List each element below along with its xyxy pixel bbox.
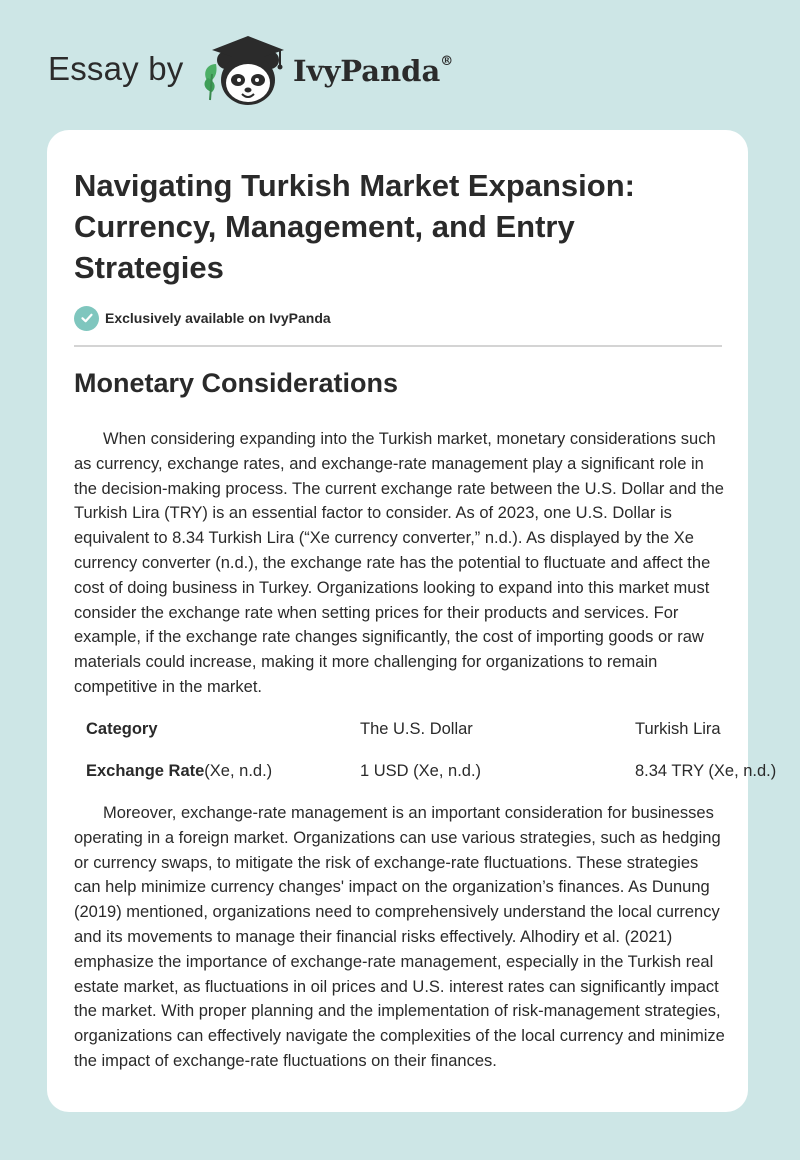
paragraph-2: Moreover, exchange-rate management is an important consideration for businesses operating in a foreign market. Organizations can use various strategies, such as hedging or currency swaps, to mitigate the risk of exchange-rate fluctuations. These strategies can help minimize currency changes' impact on the organization’s finances. As Dunung (2019) mentioned, organizations need to comprehensively understand the local currency and its movements to manage their financial risks effectively. Alhodiry et al. (2021) emphasize the importance of exchange-rate management, especially in the Turkish real estate market, as fluctuations in oil prices and U.S. interest rates can significantly impact the market. With proper planning and the implementation of risk-management strategies, organizations can effectively navigate the complexities of the local currency and minimize the impact of exchange-rate fluctuations on their finances.: [74, 804, 725, 1070]
brand-name-text: IvyPanda: [293, 54, 441, 88]
site-header: [0, 0, 800, 120]
essay-card: [47, 130, 777, 1112]
panda-graduate-logo-icon[interactable]: [196, 30, 292, 110]
exclusive-badge: [74, 305, 331, 331]
section-heading: Monetary Considerations: [74, 368, 399, 398]
table-header-usd: The U.S. Dollar: [360, 720, 473, 738]
table-cell-label: [86, 762, 272, 781]
title-divider: [74, 345, 722, 347]
exchange-rate-source: (Xe, n.d.): [204, 762, 273, 780]
table-row: [86, 762, 786, 786]
table-header-category: Category: [86, 720, 158, 738]
essay-by-label: Essay by: [48, 50, 184, 87]
exchange-rate-label: Exchange Rate: [86, 762, 205, 780]
table-cell-usd: 1 USD (Xe, n.d.): [360, 762, 482, 780]
registered-mark: ®: [440, 54, 454, 69]
table-header-row: [86, 720, 786, 744]
exclusive-label: Exclusively available on IvyPanda: [105, 310, 331, 326]
essay-title: Navigating Turkish Market Expansion: Currency, Management, and Entry Strategies: [74, 168, 635, 285]
paragraph-1: When considering expanding into the Turkish market, monetary considerations such as currency, exchange rates, and exchange-rate management play a significant role in the decision-making process. The current exchange rate between the U.S. Dollar and the Turkish Lira (TRY) is an essential factor to consider. As of 2023, one U.S. Dollar is equivalent to 8.34 Turkish Lira (“Xe currency converter,” n.d.). As displayed by the Xe currency converter (n.d.), the exchange rate has the potential to fluctuate and affect the cost of doing business in Turkey. Organizations looking to expand into this market must consider the exchange rate when setting prices for their products and services. For example, if the exchange rate changes significantly, the cost of importing goods or raw materials could increase, making it more challenging for organizations to remain competitive in the market.: [74, 430, 724, 696]
table-cell-try: 8.34 TRY (Xe, n.d.): [635, 762, 777, 780]
brand-name[interactable]: [293, 54, 453, 88]
table-header-try: Turkish Lira: [635, 720, 721, 738]
check-circle-icon: [74, 306, 99, 331]
